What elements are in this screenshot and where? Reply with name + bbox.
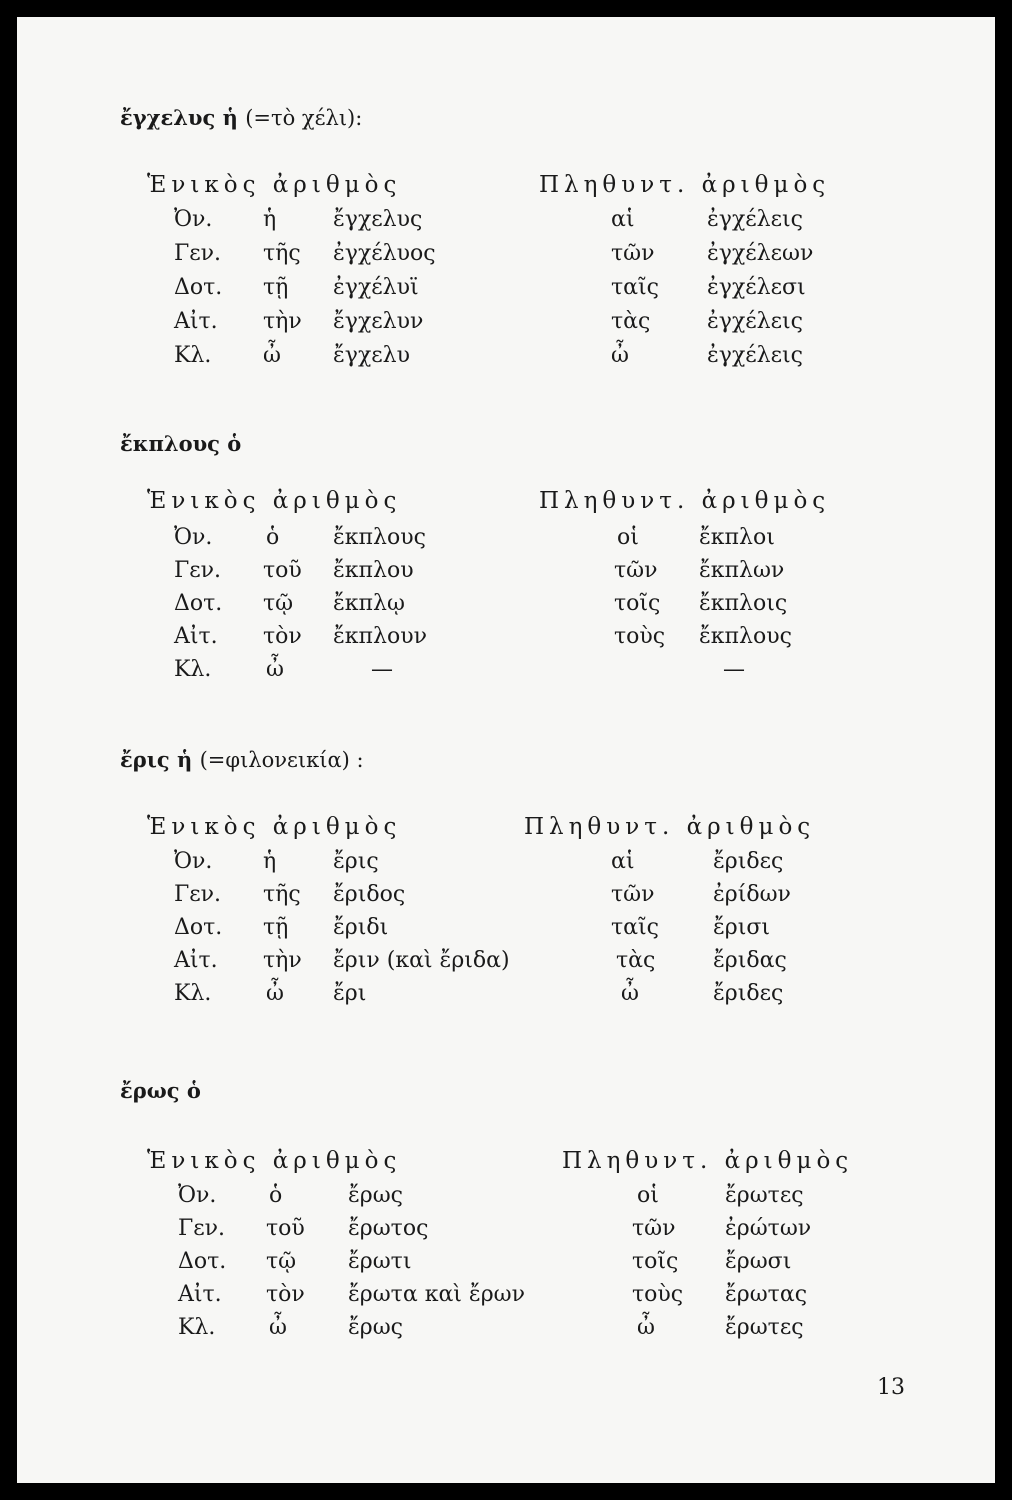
pl-article: οἱ	[637, 1183, 659, 1208]
case-label: Γεν.	[174, 558, 222, 583]
pl-form: —	[723, 657, 745, 682]
sg-form: ἔκπλους	[333, 525, 426, 550]
plural-header: Πληθυντ. ἀριθμὸς	[524, 814, 816, 840]
sg-form: ἔκπλου	[333, 558, 414, 583]
sg-article: τοῦ	[266, 1216, 305, 1241]
pl-article: τῶν	[611, 241, 655, 266]
sg-form: ἔριδος	[333, 882, 406, 907]
pl-article: τοῖς	[632, 1249, 679, 1274]
case-label: Αἰτ.	[174, 624, 218, 649]
pl-form: ἔρισι	[713, 915, 771, 940]
case-label: Κλ.	[174, 657, 212, 682]
gloss: (=τὸ χέλι):	[245, 106, 363, 130]
case-label: Δοτ.	[178, 1249, 227, 1274]
sg-article: ὁ	[266, 525, 280, 550]
sg-article: τῆς	[263, 882, 301, 907]
pl-form: ἔριδες	[713, 981, 784, 1006]
sg-form: —	[371, 657, 393, 682]
sg-form: ἔρις	[333, 849, 379, 874]
sg-article: τὴν	[263, 309, 302, 334]
case-label: Κλ.	[174, 981, 212, 1006]
case-label: Κλ.	[174, 343, 212, 368]
case-label: Ὀν.	[174, 207, 213, 232]
pl-article: οἱ	[617, 525, 639, 550]
sg-article: τοῦ	[263, 558, 302, 583]
pl-form: ἔριδες	[713, 849, 784, 874]
sg-article: τῷ	[266, 1249, 297, 1274]
pl-article: τὰς	[616, 948, 656, 973]
sg-form: ἐγχέλυϊ	[333, 275, 419, 300]
pl-article: ὦ	[621, 981, 639, 1006]
case-label: Δοτ.	[174, 591, 223, 616]
sg-form: ἔγχελυν	[333, 309, 424, 334]
case-label: Δοτ.	[174, 915, 223, 940]
sg-article: ὦ	[266, 981, 284, 1006]
book-page	[17, 17, 995, 1483]
case-label: Ὀν.	[178, 1183, 217, 1208]
singular-header: Ἑνικὸς ἀριθμὸς	[147, 814, 402, 840]
case-label: Ὀν.	[174, 849, 213, 874]
pl-article: ὦ	[611, 343, 629, 368]
page-number: 13	[877, 1375, 905, 1400]
case-label: Γεν.	[174, 882, 222, 907]
lemma: ἔκπλους ὁ	[120, 431, 242, 456]
sg-form: ἔριν (καὶ ἔριδα)	[333, 948, 510, 973]
pl-form: ἔριδας	[713, 948, 787, 973]
section-heading	[120, 431, 241, 456]
singular-header: Ἑνικὸς ἀριθμὸς	[147, 172, 402, 198]
lemma: ἔρις ἡ	[120, 747, 193, 772]
pl-article: ταῖς	[611, 915, 659, 940]
sg-form: ἔρωτος	[348, 1216, 429, 1241]
sg-article: ἡ	[263, 207, 277, 232]
pl-form: ἔρωτες	[725, 1183, 804, 1208]
case-label: Αἰτ.	[174, 948, 218, 973]
pl-form: ἐγχέλεις	[707, 309, 803, 334]
case-label: Γεν.	[178, 1216, 226, 1241]
sg-form: ἔγχελυ	[333, 343, 410, 368]
sg-article: τὸν	[263, 624, 302, 649]
gloss: (=φιλονεικία) :	[199, 748, 364, 772]
section-heading	[120, 747, 364, 772]
sg-article: τὸν	[266, 1282, 305, 1307]
sg-form: ἔριδι	[333, 915, 389, 940]
pl-article: τὰς	[611, 309, 651, 334]
pl-article: τῶν	[614, 558, 658, 583]
lemma: ἔρως ὁ	[120, 1078, 201, 1103]
case-label: Γεν.	[174, 241, 222, 266]
sg-article: τῷ	[263, 591, 294, 616]
plural-header: Πληθυντ. ἀριθμὸς	[539, 488, 831, 514]
sg-form: ἔρως	[348, 1183, 403, 1208]
pl-form: ἔκπλοι	[699, 525, 775, 550]
pl-form: ἔρωσι	[725, 1249, 792, 1274]
case-label: Ὀν.	[174, 525, 213, 550]
pl-article: τῶν	[611, 882, 655, 907]
pl-article: τῶν	[632, 1216, 676, 1241]
plural-header: Πληθυντ. ἀριθμὸς	[539, 172, 831, 198]
sg-article: τὴν	[263, 948, 302, 973]
sg-article: ὦ	[269, 1315, 287, 1340]
sg-form: ἔκπλουν	[333, 624, 427, 649]
singular-header: Ἑνικὸς ἀριθμὸς	[147, 488, 402, 514]
pl-form: ἐρίδων	[713, 882, 791, 907]
case-label: Δοτ.	[174, 275, 223, 300]
case-label: Αἰτ.	[178, 1282, 222, 1307]
singular-header: Ἑνικὸς ἀριθμὸς	[147, 1148, 402, 1174]
pl-form: ἔκπλοις	[699, 591, 788, 616]
pl-article: ὦ	[637, 1315, 655, 1340]
sg-article: ὁ	[269, 1183, 283, 1208]
section-heading	[120, 1078, 201, 1103]
section-heading	[120, 105, 362, 130]
sg-form: ἔρωτι	[348, 1249, 412, 1274]
sg-article: ὦ	[266, 657, 284, 682]
pl-article: αἱ	[611, 849, 635, 874]
pl-article: τοὺς	[614, 624, 666, 649]
plural-header: Πληθυντ. ἀριθμὸς	[562, 1148, 854, 1174]
pl-form: ἔκπλων	[699, 558, 785, 583]
case-label: Αἰτ.	[174, 309, 218, 334]
pl-article: τοῖς	[614, 591, 661, 616]
pl-form: ἐγχέλεσι	[707, 275, 806, 300]
pl-form: ἐρώτων	[725, 1216, 812, 1241]
pl-form: ἐγχέλεις	[707, 343, 803, 368]
pl-form: ἔκπλους	[699, 624, 792, 649]
case-label: Κλ.	[178, 1315, 216, 1340]
sg-form: ἔκπλῳ	[333, 591, 405, 616]
sg-form: ἔρωτα καὶ ἔρων	[348, 1282, 525, 1307]
sg-article: τῇ	[263, 915, 289, 940]
sg-article: ἡ	[263, 849, 277, 874]
pl-form: ἐγχέλεις	[707, 207, 803, 232]
sg-form: ἐγχέλυος	[333, 241, 436, 266]
sg-form: ἔρως	[348, 1315, 403, 1340]
pl-article: αἱ	[611, 207, 635, 232]
sg-form: ἔρι	[333, 981, 367, 1006]
pl-form: ἔρωτες	[725, 1315, 804, 1340]
pl-article: ταῖς	[611, 275, 659, 300]
sg-article: τῇ	[263, 275, 289, 300]
lemma: ἔγχελυς ἡ	[120, 105, 238, 130]
pl-form: ἔρωτας	[725, 1282, 808, 1307]
pl-form: ἐγχέλεων	[707, 241, 814, 266]
sg-article: ὦ	[263, 343, 281, 368]
sg-form: ἔγχελυς	[333, 207, 423, 232]
sg-article: τῆς	[263, 241, 301, 266]
pl-article: τοὺς	[632, 1282, 684, 1307]
